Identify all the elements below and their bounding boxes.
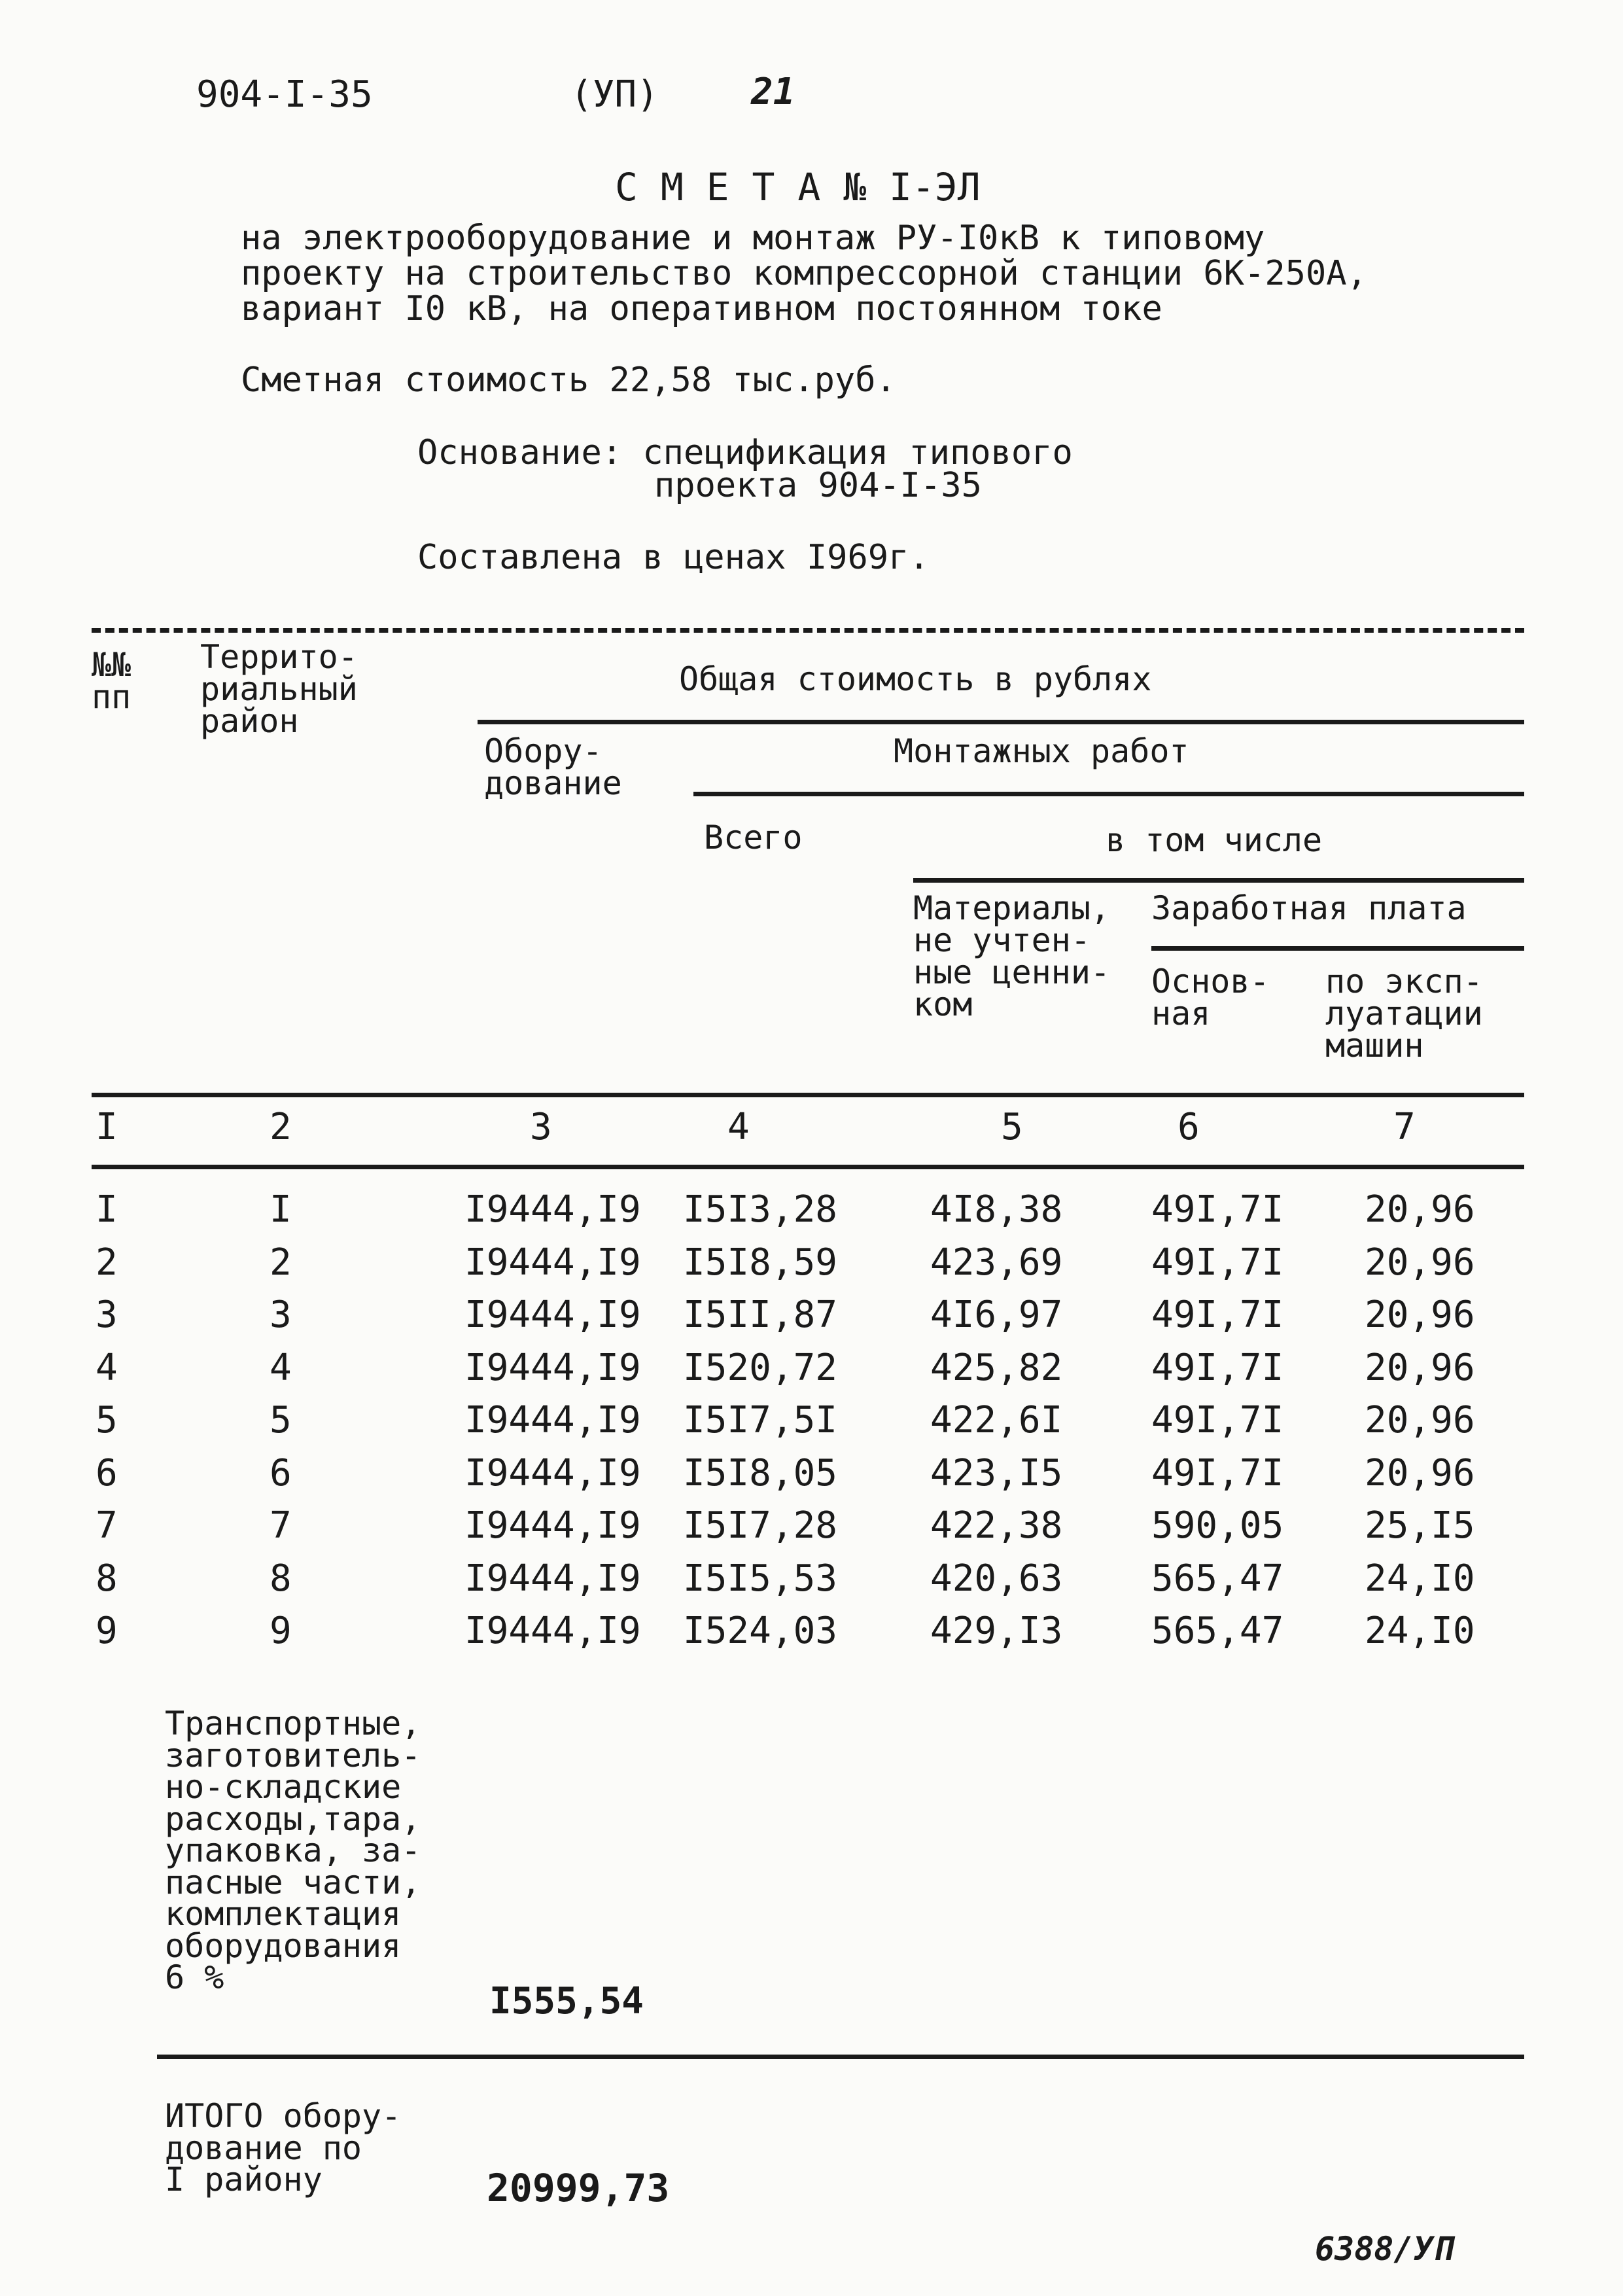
table-cell: 24,I0: [1365, 1610, 1475, 1652]
table-cell: 422,38: [930, 1504, 1063, 1547]
table-cell: 6: [96, 1451, 118, 1494]
table-cell: 4: [270, 1346, 292, 1389]
table-cell: 565,47: [1151, 1557, 1284, 1600]
table-cell: 425,82: [930, 1346, 1063, 1389]
table-cell: 423,69: [930, 1241, 1063, 1284]
document-marker: (УП): [570, 73, 659, 116]
basis-line: Основание: спецификация типового: [417, 433, 1073, 472]
header-total-cost: Общая стоимость в рублях: [679, 660, 1152, 698]
rule-under-installation: [693, 792, 1524, 796]
rule-under-wages: [1151, 946, 1524, 951]
table-cell: I9444,I9: [464, 1610, 641, 1652]
header-region: Террито- риальный район: [200, 638, 358, 740]
subtitle-line: проекту на строительство компрессорной станции 6К-250А,: [241, 254, 1367, 293]
table-cell: I9444,I9: [464, 1346, 641, 1389]
table-cell: I9444,I9: [464, 1557, 641, 1600]
table-cell: I9444,I9: [464, 1241, 641, 1284]
table-cell: 5: [270, 1399, 292, 1441]
total-label: ИТОГО обору- дование по I району: [165, 2097, 402, 2199]
basis-line: проекта 904-I-35: [654, 466, 982, 505]
table-cell: 49I,7I: [1151, 1188, 1284, 1231]
table-cell: I: [270, 1188, 292, 1231]
table-cell: 9: [96, 1610, 118, 1652]
total-value: 20999,73: [487, 2166, 670, 2210]
table-top-rule: [92, 628, 1524, 633]
table-cell: 24,I0: [1365, 1557, 1475, 1600]
table-cell: 420,63: [930, 1557, 1063, 1600]
header-including: в том числе: [1106, 821, 1323, 859]
table-cell: 4: [96, 1346, 118, 1389]
table-cell: 6: [270, 1451, 292, 1494]
transport-value: I555,54: [489, 1980, 644, 2022]
table-cell: I5I5,53: [683, 1557, 838, 1600]
table-cell: 2: [270, 1241, 292, 1284]
table-cell: I524,03: [683, 1610, 838, 1652]
subtitle-line: вариант I0 кВ, на оперативном постоянном токе: [241, 289, 1162, 328]
footer-mark: 6388/УП: [1315, 2230, 1453, 2268]
rule-under-total: [478, 720, 1524, 724]
table-cell: 20,96: [1365, 1399, 1475, 1441]
table-cell: 7: [270, 1504, 292, 1547]
estimated-cost: Сметная стоимость 22,58 тыс.руб.: [241, 361, 896, 400]
table-cell: 49I,7I: [1151, 1294, 1284, 1336]
header-basic: Основ- ная: [1151, 963, 1270, 1033]
table-cell: 20,96: [1365, 1241, 1475, 1284]
table-cell: 20,96: [1365, 1188, 1475, 1231]
table-cell: I5I7,5I: [683, 1399, 838, 1441]
table-cell: 3: [96, 1294, 118, 1336]
table-cell: 8: [96, 1557, 118, 1600]
header-num: №№ пп: [92, 646, 131, 716]
rule-above-col-numbers: [92, 1093, 1524, 1097]
transport-label: Транспортные, заготовитель- но-складские расходы,тара, упаковка, за- пасные части, комплектация оборудования 6 %: [165, 1704, 421, 1996]
subtitle-line: на электрооборудование и монтаж РУ-I0кВ к типовому: [241, 219, 1265, 258]
table-cell: 422,6I: [930, 1399, 1063, 1441]
table-cell: 565,47: [1151, 1610, 1284, 1652]
table-cell: I520,72: [683, 1346, 838, 1389]
table-cell: 20,96: [1365, 1294, 1475, 1336]
header-installation: Монтажных работ: [894, 732, 1189, 770]
table-cell: I9444,I9: [464, 1294, 641, 1336]
header-materials: Материалы, не учтен- ные ценни- ком: [913, 889, 1111, 1023]
table-cell: 49I,7I: [1151, 1451, 1284, 1494]
table-cell: I5I7,28: [683, 1504, 838, 1547]
page-number: 21: [751, 71, 795, 113]
document-code: 904-I-35: [196, 73, 373, 116]
header-equipment: Обору- дование: [484, 732, 622, 802]
table-cell: 4I6,97: [930, 1294, 1063, 1336]
table-cell: 2: [96, 1241, 118, 1284]
table-cell: 8: [270, 1557, 292, 1600]
header-wages: Заработная плата: [1151, 889, 1467, 927]
table-cell: 4I8,38: [930, 1188, 1063, 1231]
rule-under-including: [913, 878, 1524, 883]
table-cell: 7: [96, 1504, 118, 1547]
table-cell: I9444,I9: [464, 1399, 641, 1441]
table-cell: I5I8,59: [683, 1241, 838, 1284]
table-cell: I5I3,28: [683, 1188, 838, 1231]
table-cell: 49I,7I: [1151, 1399, 1284, 1441]
rule-below-col-numbers: [92, 1165, 1524, 1169]
table-cell: 49I,7I: [1151, 1241, 1284, 1284]
total-separator: [157, 2055, 1524, 2059]
table-cell: I9444,I9: [464, 1188, 641, 1231]
table-cell: 429,I3: [930, 1610, 1063, 1652]
table-cell: I5II,87: [683, 1294, 838, 1336]
table-cell: 423,I5: [930, 1451, 1063, 1494]
table-cell: 20,96: [1365, 1451, 1475, 1494]
table-cell: I9444,I9: [464, 1451, 641, 1494]
table-cell: 25,I5: [1365, 1504, 1475, 1547]
table-cell: I9444,I9: [464, 1504, 641, 1547]
table-cell: I5I8,05: [683, 1451, 838, 1494]
header-all: Всего: [704, 819, 803, 857]
table-cell: 9: [270, 1610, 292, 1652]
table-cell: 49I,7I: [1151, 1346, 1284, 1389]
estimate-title: С М Е Т А № I-ЭЛ: [615, 165, 981, 209]
table-cell: 5: [96, 1399, 118, 1441]
table-cell: 20,96: [1365, 1346, 1475, 1389]
table-cell: I: [96, 1188, 118, 1231]
header-machines: по эксп- луатации машин: [1325, 963, 1483, 1065]
table-cell: 590,05: [1151, 1504, 1284, 1547]
prices-line: Составлена в ценах I969г.: [417, 538, 930, 577]
table-cell: 3: [270, 1294, 292, 1336]
